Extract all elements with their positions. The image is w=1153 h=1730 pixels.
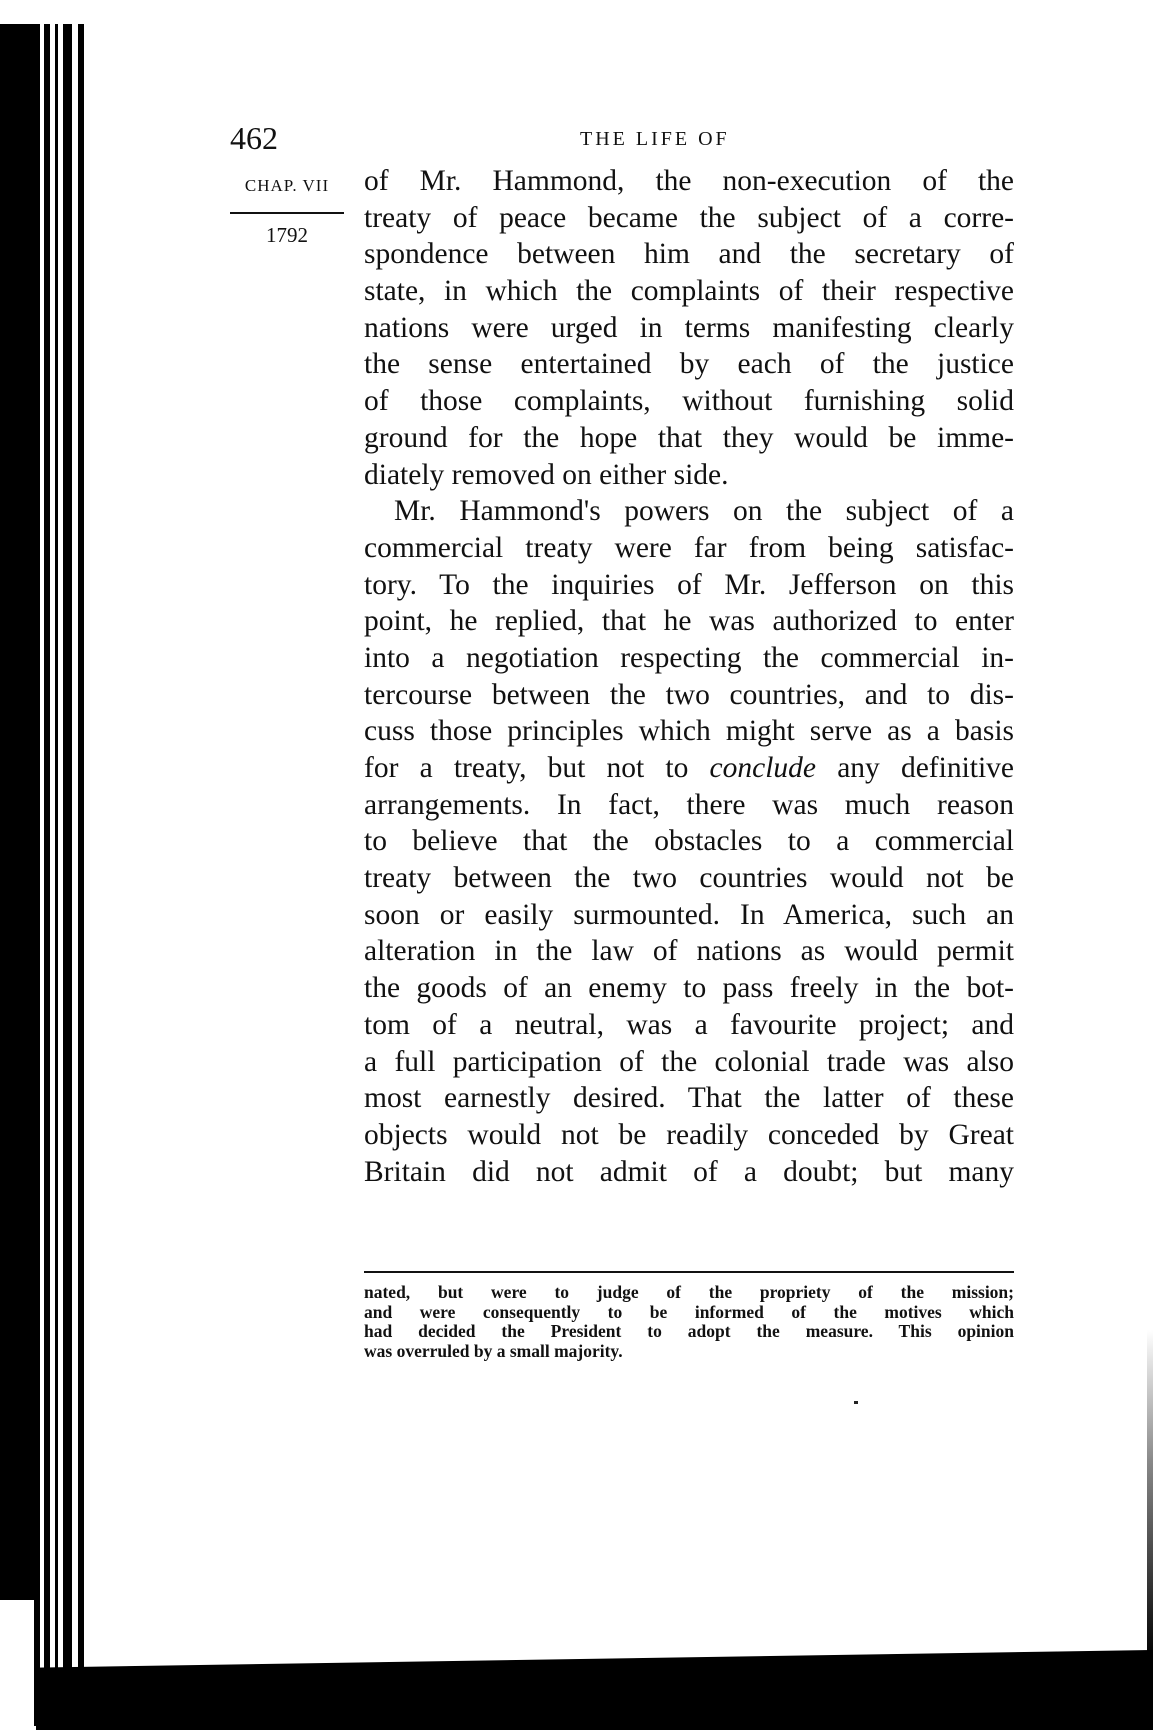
text-line: ground for the hope that they would be imme- xyxy=(364,421,1014,454)
footnote-line: nated, but were to judge of the propriety of the mission; xyxy=(364,1282,1014,1302)
running-head xyxy=(0,118,1153,158)
text-segment: for a treaty, but not to xyxy=(364,752,689,784)
text-line: of Mr. Hammond, the non-execution of the xyxy=(364,165,1014,197)
text-line: state, in which the complaints of their respective xyxy=(364,275,1014,308)
footnote-line: was overruled by a small majority. xyxy=(364,1340,623,1361)
scan-bottom-shadow xyxy=(36,1650,1153,1730)
text-line: to believe that the obstacles to a commercial xyxy=(364,825,1014,858)
text-line: cuss those principles which might serve as a basis xyxy=(364,715,1014,748)
year-marginal-note: 1792 xyxy=(266,223,308,247)
text-line: arrangements. In fact, there was much reason xyxy=(364,788,1014,821)
text-line: nations were urged in terms manifesting clearly xyxy=(364,311,1014,344)
text-line: into a negotiation respecting the commercial in- xyxy=(364,641,1014,674)
text-line: tercourse between the two countries, and to dis- xyxy=(364,678,1014,711)
text-line: of those complaints, without furnishing solid xyxy=(364,385,1014,418)
text-line: alteration in the law of nations as would permit xyxy=(364,935,1014,968)
page-edge-right xyxy=(1147,1330,1153,1660)
text-line: most earnestly desired. That the latter of these xyxy=(364,1082,1014,1115)
text-line-with-italic xyxy=(364,750,1014,787)
text-line: the sense entertained by each of the justice xyxy=(364,348,1014,381)
page-margin-left xyxy=(0,1600,34,1726)
text-line: spondence between him and the secretary of xyxy=(364,238,1014,271)
footnote-line: had decided the President to adopt the measure. This opinion xyxy=(364,1321,1014,1341)
page-number: 462 xyxy=(230,120,278,156)
italic-word: conclude xyxy=(709,752,817,784)
text-line: a full participation of the colonial trade was also xyxy=(364,1045,1014,1078)
book-binding-edge xyxy=(0,24,84,1726)
scan-speck xyxy=(854,1401,858,1404)
body-text xyxy=(364,163,1014,1190)
text-line: soon or easily surmounted. In America, such an xyxy=(364,898,1014,931)
text-line: treaty between the two countries would not be xyxy=(364,862,1014,895)
text-line: treaty of peace became the subject of a corre- xyxy=(364,201,1014,234)
text-line: tom of a neutral, was a favourite project; and xyxy=(364,1008,1014,1041)
text-line: objects would not be readily conceded by Great xyxy=(364,1118,1014,1151)
text-line: diately removed on either side. xyxy=(364,458,729,491)
paragraph-start-line: Mr. Hammond's powers on the subject of a xyxy=(394,495,1014,528)
marginal-rule xyxy=(230,212,344,214)
text-line: the goods of an enemy to pass freely in the bot- xyxy=(364,972,1014,1005)
text-segment: any definitive xyxy=(816,752,1015,784)
running-title: THE LIFE OF xyxy=(580,128,730,150)
footnote xyxy=(364,1283,1014,1361)
chapter-marginal-note: CHAP. VII xyxy=(244,176,330,195)
text-line: commercial treaty were far from being satisfac- xyxy=(364,531,1014,564)
text-line: Britain did not admit of a doubt; but many xyxy=(364,1155,1014,1188)
footnote-line: and were consequently to be informed of the motives which xyxy=(364,1301,1014,1322)
text-line: point, he replied, that he was authorized to enter xyxy=(364,605,1014,638)
footnote-rule xyxy=(364,1271,1014,1273)
text-line: tory. To the inquiries of Mr. Jefferson on this xyxy=(364,568,1014,601)
